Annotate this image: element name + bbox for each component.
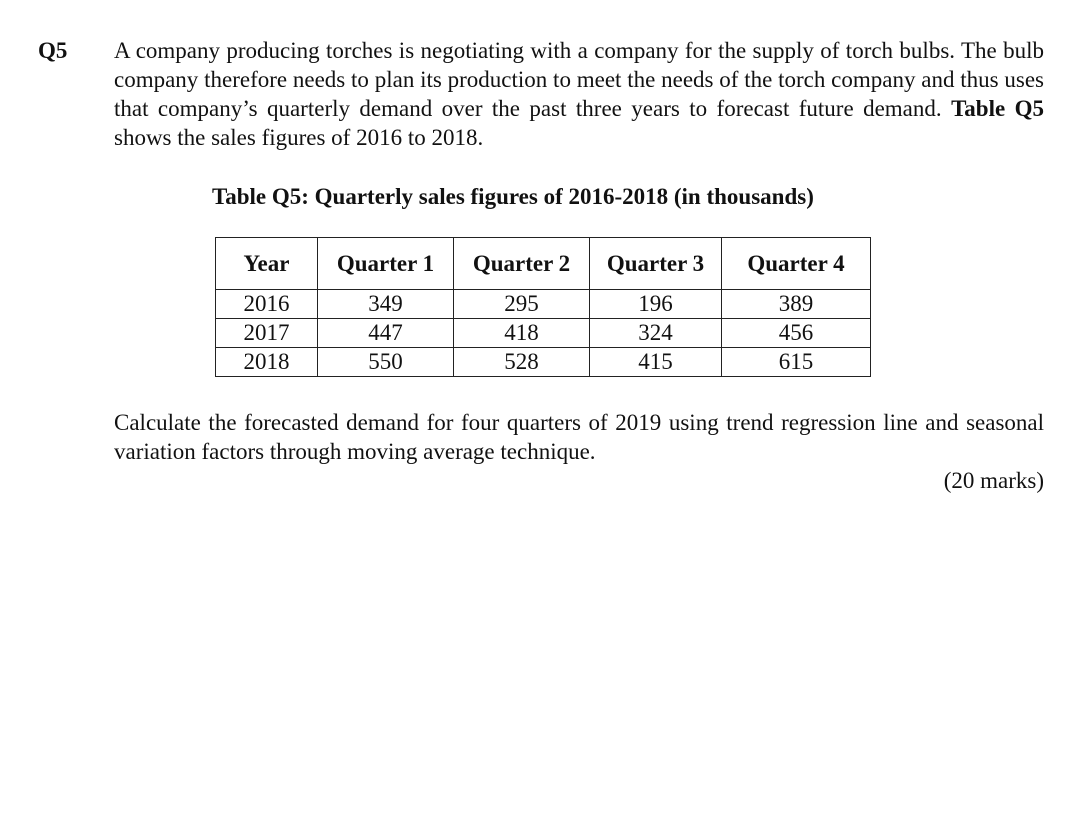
header-quarter-2: Quarter 2 [454,238,590,290]
table-row [216,290,871,319]
table-cell: 550 [318,348,454,377]
table-cell: 447 [318,319,454,348]
table-row [216,319,871,348]
marks-label: (20 marks) [943,468,1044,493]
table-cell: 418 [454,319,590,348]
table-caption: Table Q5: Quarterly sales figures of 2016-2018 (in thousands) [212,184,814,209]
table-cell: 389 [722,290,871,319]
header-quarter-1: Quarter 1 [318,238,454,290]
table-cell: 528 [454,348,590,377]
table-cell: 295 [454,290,590,319]
table-cell: 2018 [216,348,318,377]
header-quarter-4: Quarter 4 [722,238,871,290]
table-cell: 324 [590,319,722,348]
table-cell: 615 [722,348,871,377]
intro-table-reference: Table Q5 [951,96,1044,121]
intro-text-part1: A company producing torches is negotiating with a company for the supply of torch bulbs. The bulb company therefore needs to plan its production to meet the needs of the torch company and thus uses that company’s quarterly demand over the past three years to forecast future demand. [114,38,1044,121]
table-cell: 2016 [216,290,318,319]
header-quarter-3: Quarter 3 [590,238,722,290]
sales-table [215,237,871,377]
table-cell: 2017 [216,319,318,348]
question-intro [114,36,1044,152]
intro-text-part2: shows the sales figures of 2016 to 2018. [114,125,484,150]
header-year: Year [216,238,318,290]
table-cell: 415 [590,348,722,377]
table-header-row [216,238,871,290]
question-task: Calculate the forecasted demand for four quarters of 2019 using trend regression line and seasonal variation factors through moving average technique. [114,410,1044,464]
table-cell: 196 [590,290,722,319]
table-cell: 349 [318,290,454,319]
table-row [216,348,871,377]
question-number: Q5 [38,38,68,63]
table-cell: 456 [722,319,871,348]
